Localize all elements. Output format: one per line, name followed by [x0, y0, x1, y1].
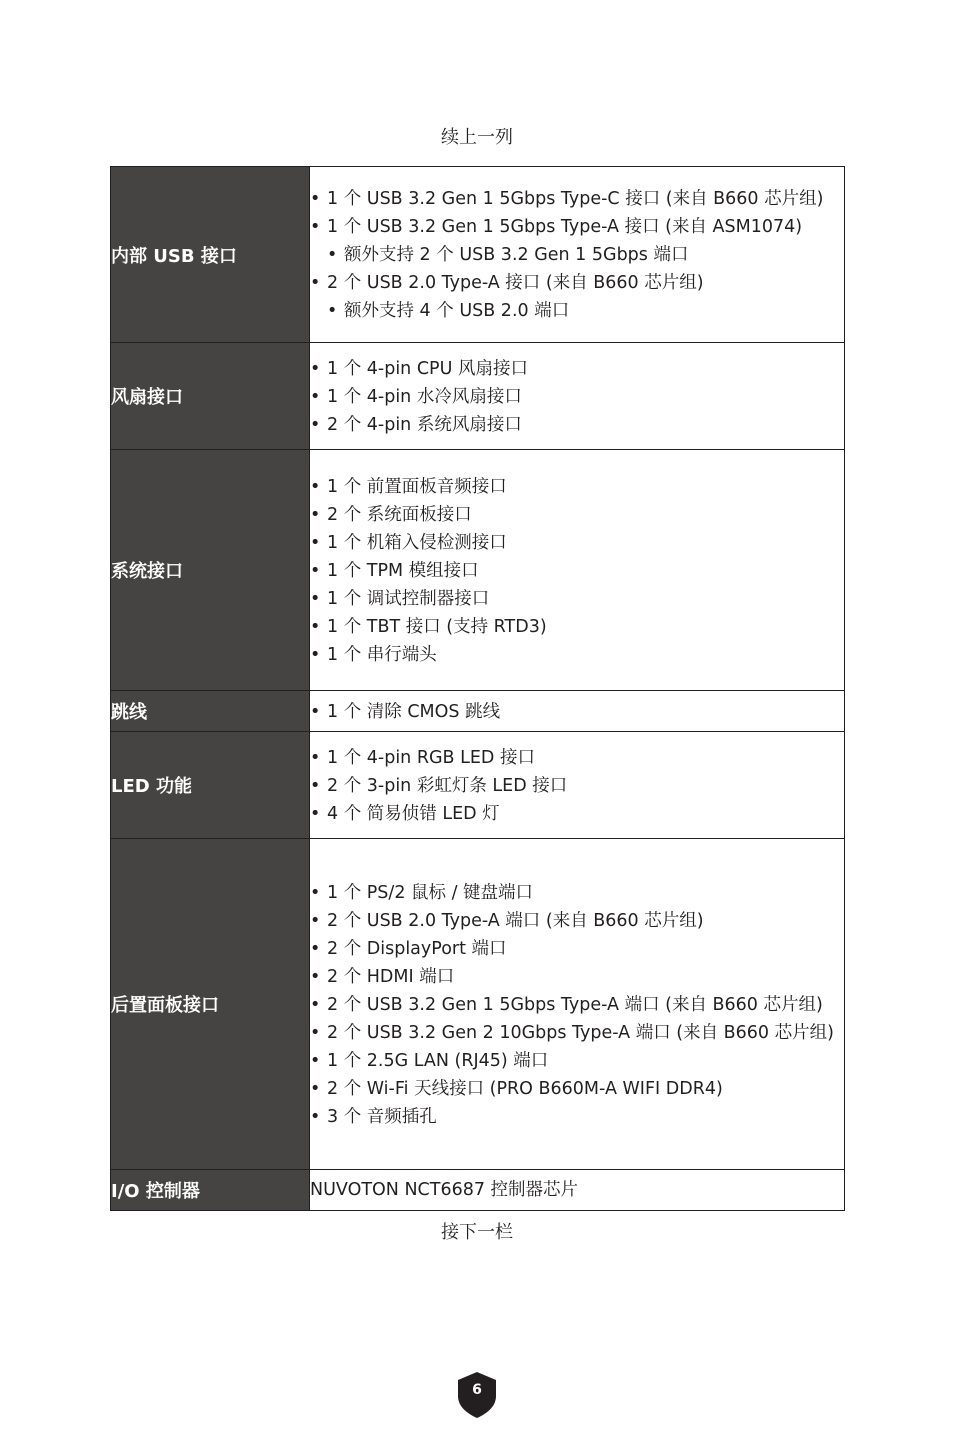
item-list [310, 882, 844, 1128]
list-item: • 2 个 Wi-Fi 天线接口 (PRO B660M-A WIFI DDR4) [310, 1078, 844, 1100]
list-item: • 4 个 简易侦错 LED 灯 [310, 803, 844, 825]
row-content [310, 732, 845, 839]
list-item: • 1 个 4-pin RGB LED 接口 [310, 747, 844, 769]
spec-row-rear-panel [111, 839, 845, 1170]
row-content [310, 450, 845, 691]
row-content [310, 691, 845, 732]
list-item: • 1 个 4-pin CPU 风扇接口 [310, 358, 844, 380]
sub-list-item: • 额外支持 2 个 USB 3.2 Gen 1 5Gbps 端口 [327, 244, 844, 266]
list-item: • 2 个 USB 3.2 Gen 1 5Gbps Type-A 端口 (来自 B660 芯片组) [310, 994, 844, 1016]
list-item: • 2 个 HDMI 端口 [310, 966, 844, 988]
list-item: • 1 个 机箱入侵检测接口 [310, 532, 844, 554]
spec-row-led [111, 732, 845, 839]
continued-from-previous-caption: 续上一列 [441, 127, 513, 148]
row-content [310, 839, 845, 1170]
list-item: • 2 个 USB 3.2 Gen 2 10Gbps Type-A 端口 (来自 B660 芯片组) [310, 1022, 844, 1044]
row-content [310, 343, 845, 450]
spec-row-jumper [111, 691, 845, 732]
row-content [310, 167, 845, 343]
list-item: • 1 个 USB 3.2 Gen 1 5Gbps Type-A 接口 (来自 ASM1074) [310, 216, 844, 238]
row-content [310, 1170, 845, 1211]
page-number-badge [458, 1372, 496, 1418]
list-item: • 2 个 3-pin 彩虹灯条 LED 接口 [310, 775, 844, 797]
row-label: 系统接口 [111, 450, 310, 691]
list-item: • 1 个 TPM 模组接口 [310, 560, 844, 582]
item-list [310, 747, 844, 825]
row-label: LED 功能 [111, 732, 310, 839]
list-item: • 1 个 2.5G LAN (RJ45) 端口 [310, 1050, 844, 1072]
list-item: • 1 个 前置面板音频接口 [310, 476, 844, 498]
list-item: • 1 个 USB 3.2 Gen 1 5Gbps Type-C 接口 (来自 B660 芯片组) [310, 188, 844, 210]
page-number: 6 [472, 1382, 482, 1398]
spec-table [110, 166, 845, 1211]
sub-list-item: • 额外支持 4 个 USB 2.0 端口 [327, 300, 844, 322]
spec-row-fan [111, 343, 845, 450]
list-item: • 1 个 4-pin 水冷风扇接口 [310, 386, 844, 408]
spec-table-body [111, 167, 845, 1211]
row-label: 内部 USB 接口 [111, 167, 310, 343]
spec-row-system [111, 450, 845, 691]
continued-next-caption: 接下一栏 [441, 1222, 513, 1243]
row-label: 后置面板接口 [111, 839, 310, 1170]
list-item: • 1 个 清除 CMOS 跳线 [310, 701, 844, 723]
list-item: • 2 个 USB 2.0 Type-A 接口 (来自 B660 芯片组) [310, 272, 844, 294]
item-list [310, 188, 844, 322]
list-item: • 2 个 USB 2.0 Type-A 端口 (来自 B660 芯片组) [310, 910, 844, 932]
list-item: • 3 个 音频插孔 [310, 1106, 844, 1128]
list-item: • 1 个 TBT 接口 (支持 RTD3) [310, 616, 844, 638]
list-item: • 1 个 调试控制器接口 [310, 588, 844, 610]
list-item: • 2 个 系统面板接口 [310, 504, 844, 526]
list-item: • 2 个 4-pin 系统风扇接口 [310, 414, 844, 436]
list-item: • 2 个 DisplayPort 端口 [310, 938, 844, 960]
spec-row-io-controller [111, 1170, 845, 1211]
item-list [310, 358, 844, 436]
list-item: • 1 个 PS/2 鼠标 / 键盘端口 [310, 882, 844, 904]
row-label: 风扇接口 [111, 343, 310, 450]
row-label: I/O 控制器 [111, 1170, 310, 1211]
item-list [310, 701, 844, 723]
item-list [310, 476, 844, 666]
row-label: 跳线 [111, 691, 310, 732]
spec-row-internal-usb [111, 167, 845, 343]
list-item: • 1 个 串行端头 [310, 644, 844, 666]
plain-value: NUVOTON NCT6687 控制器芯片 [310, 1180, 579, 1200]
